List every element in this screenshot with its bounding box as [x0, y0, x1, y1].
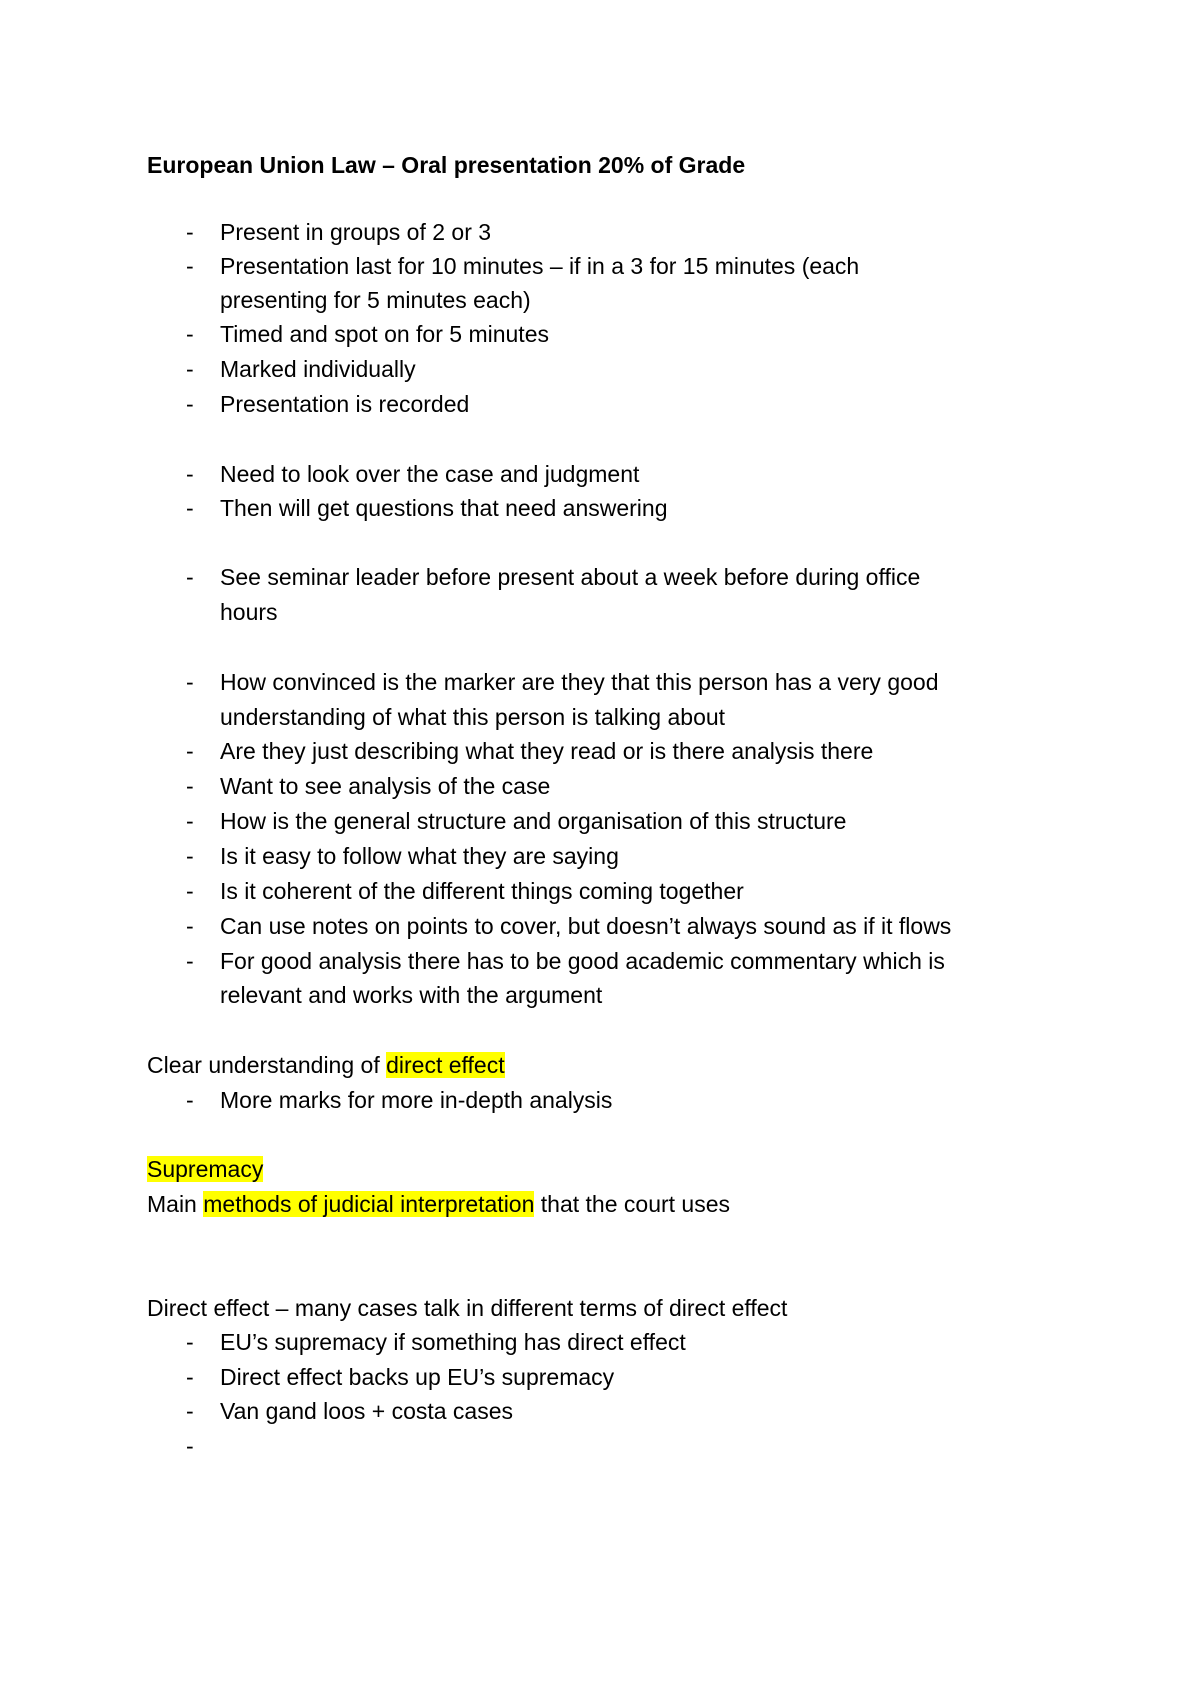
bullet-dash: -: [186, 808, 194, 834]
bullet-text: See seminar leader before present about a week before during office: [220, 564, 921, 590]
bullet-text: Are they just describing what they read or is there analysis there: [220, 738, 874, 764]
bullet-text: Present in groups of 2 or 3: [220, 219, 492, 245]
bullet-dash: -: [186, 564, 194, 590]
bullet-text: Timed and spot on for 5 minutes: [220, 321, 549, 347]
clear-understanding-line: [0, 1050, 1200, 1080]
bullet-dash: -: [186, 1364, 194, 1390]
bullet-dash: -: [186, 391, 194, 417]
bullet-dash: -: [186, 669, 194, 695]
bullet-dash: -: [186, 1087, 194, 1113]
bullet-text: Is it easy to follow what they are saying: [220, 843, 619, 869]
document-title: European Union Law – Oral presentation 20% of Grade: [147, 152, 746, 178]
bullet-text: More marks for more in-depth analysis: [220, 1087, 613, 1113]
bullet-text: presenting for 5 minutes each): [220, 287, 531, 313]
bullet-dash: -: [186, 495, 194, 521]
direct-effect-heading: Direct effect – many cases talk in different terms of direct effect: [147, 1295, 788, 1321]
bullet-dash: -: [186, 738, 194, 764]
bullet-dash: -: [186, 321, 194, 347]
bullet-text: relevant and works with the argument: [220, 982, 603, 1008]
bullet-text: Presentation is recorded: [220, 391, 470, 417]
bullet-text: Want to see analysis of the case: [220, 773, 551, 799]
bullet-dash: -: [186, 219, 194, 245]
supremacy-line: [0, 1154, 1200, 1184]
bullet-dash: -: [186, 356, 194, 382]
bullet-dash: -: [186, 843, 194, 869]
methods-line: [0, 1189, 1200, 1219]
supremacy-highlight: Supremacy: [147, 1156, 264, 1182]
methods-suffix: that the court uses: [534, 1191, 731, 1217]
bullet-text: Direct effect backs up EU’s supremacy: [220, 1364, 615, 1390]
bullet-text: Is it coherent of the different things coming together: [220, 878, 744, 904]
bullet-dash: -: [186, 461, 194, 487]
bullet-text: Can use notes on points to cover, but doesn’t always sound as if it flows: [220, 913, 952, 939]
bullet-dash: -: [186, 913, 194, 939]
bullet-dash: -: [186, 1398, 194, 1424]
bullet-dash: -: [186, 948, 194, 974]
bullet-dash: -: [186, 1329, 194, 1355]
bullet-text: How is the general structure and organisation of this structure: [220, 808, 847, 834]
methods-highlight: methods of judicial interpretation: [203, 1191, 535, 1217]
bullet-text: Then will get questions that need answering: [220, 495, 668, 521]
methods-prefix: Main: [147, 1191, 204, 1217]
bullet-text: How convinced is the marker are they that this person has a very good: [220, 669, 939, 695]
clear-understanding-prefix: Clear understanding of: [147, 1052, 387, 1078]
bullet-dash: -: [186, 773, 194, 799]
bullet-dash: -: [186, 253, 194, 279]
bullet-text: Van gand loos + costa cases: [220, 1398, 514, 1424]
bullet-text: Marked individually: [220, 356, 416, 382]
bullet-text: Presentation last for 10 minutes – if in a 3 for 15 minutes (each: [220, 253, 860, 279]
bullet-text: EU’s supremacy if something has direct effect: [220, 1329, 686, 1355]
bullet-text: For good analysis there has to be good academic commentary which is: [220, 948, 945, 974]
bullet-text: understanding of what this person is talking about: [220, 704, 726, 730]
bullet-text: Need to look over the case and judgment: [220, 461, 640, 487]
direct-effect-highlight: direct effect: [386, 1052, 505, 1078]
bullet-text: hours: [220, 599, 278, 625]
bullet-dash: -: [186, 1433, 194, 1459]
bullet-dash: -: [186, 878, 194, 904]
